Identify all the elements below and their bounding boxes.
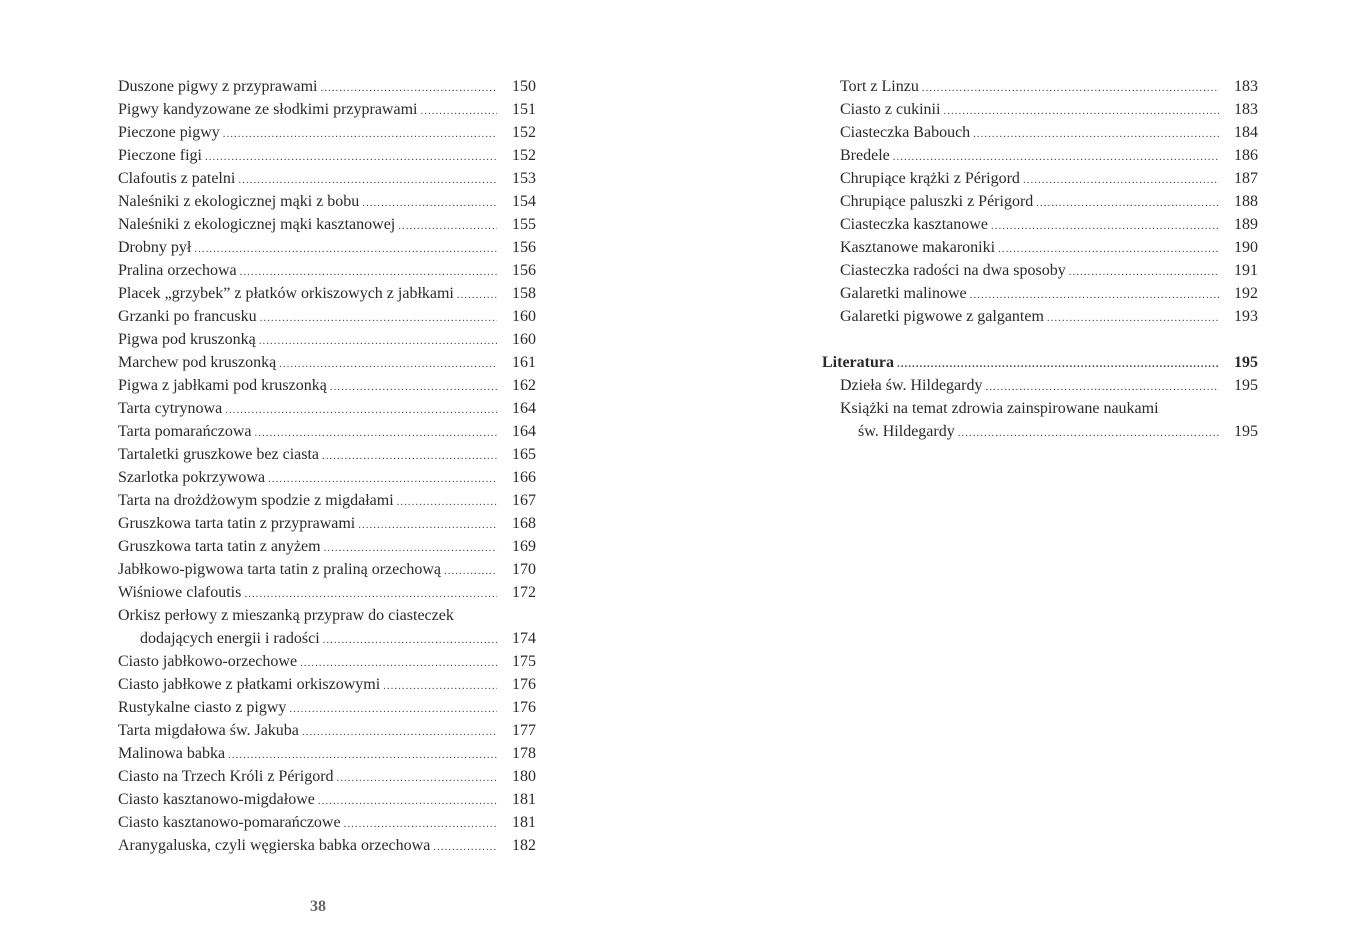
toc-entry — [118, 535, 536, 558]
page-number: 38 — [310, 898, 326, 915]
toc-entry — [118, 696, 536, 719]
toc-entry-page: 151 — [512, 101, 536, 118]
toc-entry — [118, 834, 536, 857]
toc-entry-page: 188 — [1234, 193, 1258, 210]
leader-dots — [194, 238, 497, 261]
toc-entry-title: Rustykalne ciasto z pigwy — [118, 699, 287, 716]
leader-dots — [897, 353, 1219, 376]
leader-dots — [985, 376, 1219, 399]
toc-entry-page: 183 — [1234, 101, 1258, 118]
toc-entry-page: 166 — [512, 469, 536, 486]
toc-entry-page: 155 — [512, 216, 536, 233]
leader-dots — [398, 215, 497, 238]
toc-entry-title: Ciasto jabłkowe z płatkami orkiszowymi — [118, 676, 381, 693]
toc-entry-title: Pigwy kandyzowane ze słodkimi przyprawami — [118, 101, 418, 118]
toc-entry-page: 176 — [512, 676, 536, 693]
toc-entry — [118, 558, 536, 581]
leader-dots — [337, 767, 497, 790]
leader-dots — [970, 284, 1219, 307]
toc-entry-page: 168 — [512, 515, 536, 532]
toc-entry-title: Ciasteczka kasztanowe — [840, 216, 988, 233]
leader-dots — [991, 215, 1219, 238]
toc-entry — [822, 121, 1258, 144]
toc-entry-title: Pigwa z jabłkami pod kruszonką — [118, 377, 327, 394]
toc-entry-page: 184 — [1234, 124, 1258, 141]
leader-dots — [225, 399, 497, 422]
leader-dots — [240, 261, 497, 284]
toc-entry — [118, 765, 536, 788]
toc-entry-title: Naleśniki z ekologicznej mąki kasztanowej — [118, 216, 396, 233]
leader-dots — [397, 491, 497, 514]
toc-entry-line1 — [822, 397, 1258, 420]
toc-entry — [118, 512, 536, 535]
toc-entry-page: 164 — [512, 423, 536, 440]
toc-entry-title: Jabłkowo-pigwowa tarta tatin z praliną orzechową — [118, 561, 441, 578]
toc-entry — [118, 673, 536, 696]
toc-entry — [118, 328, 536, 351]
leader-dots — [228, 744, 497, 767]
toc-entry — [118, 305, 536, 328]
toc-entry-page: 187 — [1234, 170, 1258, 187]
toc-entry — [118, 811, 536, 834]
leader-dots — [1036, 192, 1219, 215]
leader-dots — [254, 422, 497, 445]
leader-dots — [322, 445, 497, 468]
toc-entry-title: Ciasteczka radości na dwa sposoby — [840, 262, 1066, 279]
toc-entry — [822, 75, 1258, 98]
toc-entry-title: Ciasto kasztanowo-migdałowe — [118, 791, 315, 808]
toc-entry-page: 164 — [512, 400, 536, 417]
toc-entry-title: Pigwa pod kruszonką — [118, 331, 256, 348]
toc-entry — [118, 627, 536, 650]
toc-entry-title: Ciasto jabłkowo-orzechowe — [118, 653, 298, 670]
toc-entry — [118, 397, 536, 420]
toc-entry — [118, 167, 536, 190]
toc-list — [118, 650, 536, 857]
toc-entry-title: Pralina orzechowa — [118, 262, 237, 279]
toc-entry-page: 181 — [512, 814, 536, 831]
toc-entry-title: Kasztanowe makaroniki — [840, 239, 996, 256]
toc-entry-title: Książki na temat zdrowia zainspirowane naukami — [840, 400, 1159, 417]
leader-dots — [279, 353, 497, 376]
toc-entry — [118, 374, 536, 397]
toc-right-column — [822, 75, 1258, 443]
toc-entry-page: 174 — [512, 630, 536, 647]
toc-entry-page: 156 — [512, 239, 536, 256]
toc-entry-title: Aranygaluska, czyli węgierska babka orzechowa — [118, 837, 431, 854]
toc-entry-title: Drobny pył — [118, 239, 192, 256]
toc-entry — [822, 213, 1258, 236]
toc-entry-page: 154 — [512, 193, 536, 210]
toc-entry-page: 169 — [512, 538, 536, 555]
toc-entry — [118, 443, 536, 466]
toc-entry-title: Galaretki pigwowe z galgantem — [840, 308, 1044, 325]
toc-entry-page: 153 — [512, 170, 536, 187]
toc-entry-page: 150 — [512, 78, 536, 95]
toc-entry — [118, 650, 536, 673]
leader-dots — [1069, 261, 1219, 284]
toc-entry-page: 176 — [512, 699, 536, 716]
leader-dots — [323, 629, 497, 652]
leader-dots — [300, 652, 497, 675]
section-gap — [822, 328, 1258, 351]
toc-entry-page: 195 — [1234, 423, 1258, 440]
leader-dots — [318, 790, 497, 813]
toc-entry — [118, 466, 536, 489]
toc-entry-title: Tarta cytrynowa — [118, 400, 223, 417]
toc-entry — [118, 420, 536, 443]
leader-dots — [344, 813, 497, 836]
toc-entry-page: 177 — [512, 722, 536, 739]
toc-entry — [822, 236, 1258, 259]
toc-entry-title: Duszone pigwy z przyprawami — [118, 78, 318, 95]
leader-dots — [973, 123, 1219, 146]
toc-entry — [118, 190, 536, 213]
toc-entry — [118, 259, 536, 282]
toc-entry — [118, 236, 536, 259]
toc-entry-title: Chrupiące krążki z Périgord — [840, 170, 1020, 187]
toc-left-column — [118, 75, 536, 857]
leader-dots — [383, 675, 497, 698]
toc-entry-page: 167 — [512, 492, 536, 509]
toc-entry-title: Tort z Linzu — [840, 78, 919, 95]
toc-entry-title: Pieczone pigwy — [118, 124, 220, 141]
toc-entry-title: Bredele — [840, 147, 890, 164]
leader-dots — [433, 836, 497, 859]
leader-dots — [958, 422, 1219, 445]
toc-entry-page: 192 — [1234, 285, 1258, 302]
leader-dots — [289, 698, 497, 721]
section-title: Literatura — [822, 354, 894, 371]
toc-entry — [118, 144, 536, 167]
toc-entry-title: Marchew pod kruszonką — [118, 354, 277, 371]
toc-entry-title: Gruszkowa tarta tatin z przyprawami — [118, 515, 356, 532]
toc-entry-page: 178 — [512, 745, 536, 762]
leader-dots — [324, 537, 497, 560]
toc-entry-title: Pieczone figi — [118, 147, 202, 164]
toc-entry-title: Tartaletki gruszkowe bez ciasta — [118, 446, 320, 463]
toc-entry-page: 181 — [512, 791, 536, 808]
toc-entry-page: 180 — [512, 768, 536, 785]
toc-entry-title: dodających energii i radości — [140, 630, 320, 647]
leader-dots — [223, 123, 497, 146]
toc-entry-title: Malinowa babka — [118, 745, 226, 762]
toc-list — [118, 75, 536, 604]
leader-dots — [260, 307, 497, 330]
toc-entry-title: Chrupiące paluszki z Périgord — [840, 193, 1034, 210]
toc-entry-page: 160 — [512, 331, 536, 348]
toc-entry-page: 186 — [1234, 147, 1258, 164]
leader-dots — [893, 146, 1219, 169]
leader-dots — [457, 284, 497, 307]
toc-entry-title: Wiśniowe clafoutis — [118, 584, 242, 601]
toc-entry — [822, 98, 1258, 121]
toc-entry — [118, 788, 536, 811]
leader-dots — [362, 192, 497, 215]
toc-entry-page: 156 — [512, 262, 536, 279]
toc-entry-page: 160 — [512, 308, 536, 325]
toc-entry-title: Tarta na drożdżowym spodzie z migdałami — [118, 492, 394, 509]
toc-entry-page: 152 — [512, 124, 536, 141]
section-page: 195 — [1234, 354, 1258, 371]
leader-dots — [420, 100, 497, 123]
toc-section-heading — [822, 351, 1258, 374]
toc-entry-page: 172 — [512, 584, 536, 601]
leader-dots — [244, 583, 497, 606]
leader-dots — [444, 560, 497, 583]
toc-entry-page: 175 — [512, 653, 536, 670]
leader-dots — [205, 146, 497, 169]
toc-entry — [118, 581, 536, 604]
toc-entry — [822, 282, 1258, 305]
leader-dots — [1023, 169, 1219, 192]
toc-entry — [118, 98, 536, 121]
toc-entry — [822, 144, 1258, 167]
toc-entry — [822, 190, 1258, 213]
toc-entry-page: 190 — [1234, 239, 1258, 256]
toc-entry-title: Ciasto na Trzech Króli z Périgord — [118, 768, 334, 785]
toc-entry-page: 161 — [512, 354, 536, 371]
toc-entry-title: Ciasto kasztanowo-pomarańczowe — [118, 814, 341, 831]
toc-entry-title: Tarta migdałowa św. Jakuba — [118, 722, 299, 739]
toc-entry-title: Szarlotka pokrzywowa — [118, 469, 266, 486]
leader-dots — [302, 721, 497, 744]
toc-entry-title: Placek „grzybek” z płatków orkiszowych z jabłkami — [118, 285, 454, 302]
toc-entry-page: 152 — [512, 147, 536, 164]
toc-entry-page: 162 — [512, 377, 536, 394]
toc-entry — [118, 742, 536, 765]
toc-entry — [822, 420, 1258, 443]
toc-entry-page: 158 — [512, 285, 536, 302]
toc-entry — [822, 259, 1258, 282]
toc-entry-page: 191 — [1234, 262, 1258, 279]
toc-list — [822, 75, 1258, 328]
toc-entry-title: Clafoutis z patelni — [118, 170, 236, 187]
toc-entry — [822, 305, 1258, 328]
leader-dots — [998, 238, 1219, 261]
leader-dots — [321, 77, 498, 100]
toc-entry-title: Tarta pomarańczowa — [118, 423, 252, 440]
toc-entry-page: 182 — [512, 837, 536, 854]
leader-dots — [943, 100, 1219, 123]
leader-dots — [259, 330, 497, 353]
toc-entry-title: Ciasteczka Babouch — [840, 124, 971, 141]
toc-entry-page: 195 — [1234, 377, 1258, 394]
toc-entry-title: Orkisz perłowy z mieszanką przypraw do ciasteczek — [118, 607, 454, 624]
toc-entry-title: Ciasto z cukinii — [840, 101, 941, 118]
toc-entry-title: Galaretki malinowe — [840, 285, 967, 302]
toc-entry-page: 193 — [1234, 308, 1258, 325]
toc-entry-title: Gruszkowa tarta tatin z anyżem — [118, 538, 321, 555]
leader-dots — [268, 468, 497, 491]
toc-entry — [822, 167, 1258, 190]
toc-entry-title: Grzanki po francusku — [118, 308, 257, 325]
toc-entry — [118, 282, 536, 305]
leader-dots — [922, 77, 1219, 100]
toc-entry-page: 183 — [1234, 78, 1258, 95]
toc-entry — [118, 75, 536, 98]
toc-entry — [118, 351, 536, 374]
leader-dots — [358, 514, 497, 537]
toc-entry — [118, 213, 536, 236]
toc-entry-title: Naleśniki z ekologicznej mąki z bobu — [118, 193, 360, 210]
toc-entry-page: 165 — [512, 446, 536, 463]
toc-entry — [118, 489, 536, 512]
toc-entry-title: Dzieła św. Hildegardy — [840, 377, 983, 394]
toc-entry-title: św. Hildegardy — [858, 423, 955, 440]
toc-entry-line1 — [118, 604, 536, 627]
leader-dots — [1047, 307, 1219, 330]
toc-entry-page: 189 — [1234, 216, 1258, 233]
toc-entry — [822, 374, 1258, 397]
toc-entry-page: 170 — [512, 561, 536, 578]
leader-dots — [238, 169, 497, 192]
toc-entry — [118, 121, 536, 144]
toc-entry — [118, 719, 536, 742]
leader-dots — [330, 376, 497, 399]
